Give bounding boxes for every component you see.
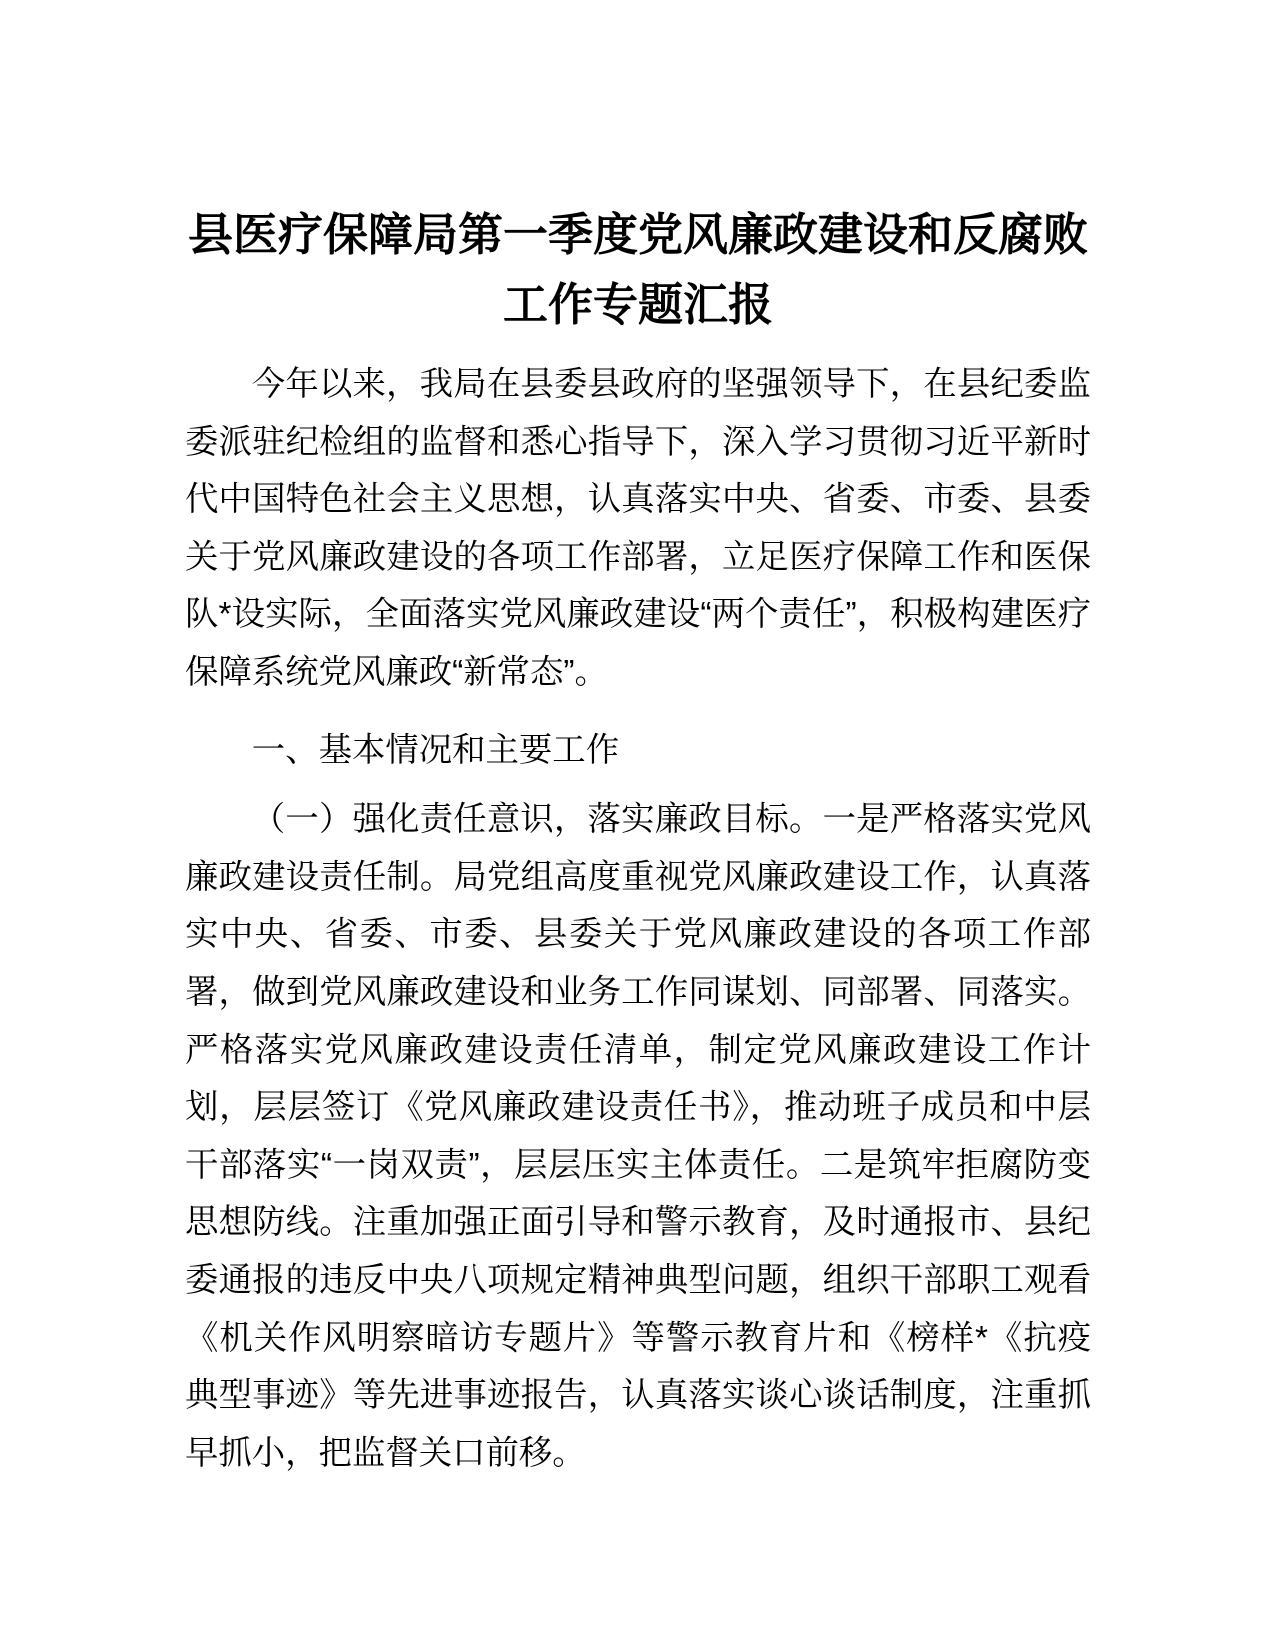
section-heading: 一、基本情况和主要工作 xyxy=(251,731,620,769)
body-paragraph: （一）强化责任意识，落实廉政目标。一是严格落实党风廉政建设责任制。局党组高度重视党风廉政建设工作，认真落实中央、省委、市委、县委关于党风廉政建设的各项工作部署，做到党风廉政建设和业务工作同谋划、同部署、同落实。严格落实党风廉政建设责任清单，制定党风廉政建设工作计划，层层签订《党风廉政建设责任书》，推动班子成员和中层干部落实“一岗双责”，层层压实主体责任。二是筑牢拒腐防变思想防线。注重加强正面引导和警示教育，及时通报市、县纪委通报的违反中央八项规定精神典型问题，组织干部职工观看《机关作风明察暗访专题片》等警示教育片和《榜样*《抗疫典型事迹》等先进事迹报告，认真落实谈心谈话制度，注重抓早抓小，把监督关口前移。 xyxy=(185,801,1091,1472)
body-paragraph: 今年以来，我局在县委县政府的坚强领导下，在县纪委监委派驻纪检组的监督和悉心指导下，深入学习贯彻习近平新时代中国特色社会主义思想，认真落实中央、省委、市委、县委关于党风廉政建设的各项工作部署，立足医疗保障工作和医保队*设实际，全面落实党风廉政建设“两个责任”，积极构建医疗保障系统党风廉政“新常态”。 xyxy=(185,366,1091,691)
document-title: 县医疗保障局第一季度党风廉政建设和反腐败工作专题汇报 xyxy=(187,209,1088,330)
document-body xyxy=(185,356,1091,1482)
